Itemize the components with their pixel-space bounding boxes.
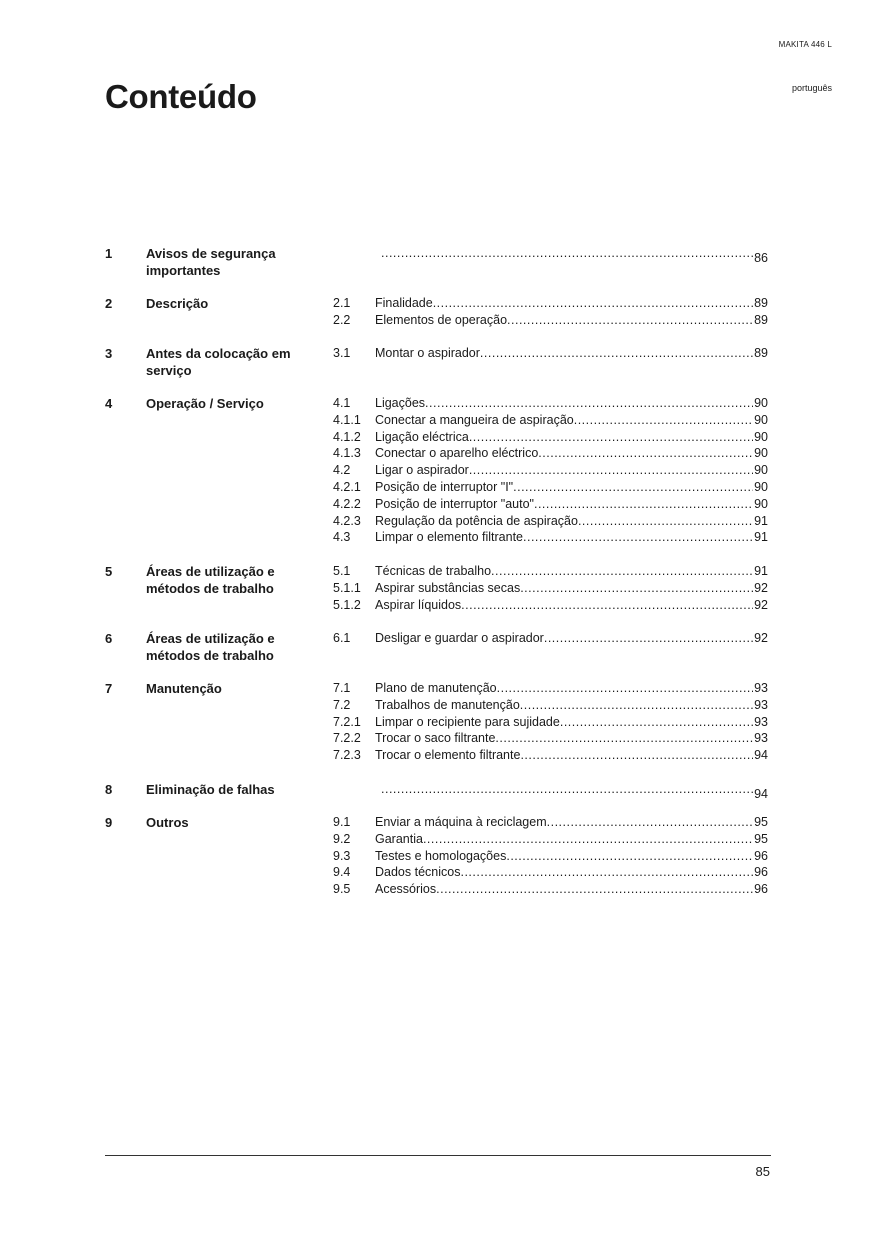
- entry-text: Regulação da potência de aspiração: [375, 513, 578, 528]
- toc-entry[interactable]: [333, 462, 768, 479]
- entry-page: 90: [754, 463, 768, 478]
- toc-section: [105, 395, 768, 563]
- toc-section: [105, 680, 768, 781]
- entry-text: Técnicas de trabalho: [375, 564, 492, 578]
- dot-leader: [547, 814, 753, 831]
- entry-number: 7.2: [333, 697, 351, 712]
- entry-text: Acessórios: [375, 882, 437, 897]
- dot-leader: [469, 429, 753, 446]
- entry-number: 2.2: [333, 312, 351, 327]
- entry-text: Trabalhos de manutenção: [375, 697, 520, 712]
- section-title: Outros: [146, 815, 189, 830]
- toc-entry[interactable]: [333, 312, 768, 329]
- entry-text: Ligações: [375, 396, 426, 410]
- entry-text: Limpar o elemento filtrante: [375, 530, 523, 545]
- dot-leader: [574, 412, 753, 429]
- entry-page: 90: [754, 479, 768, 494]
- toc-entry[interactable]: [333, 580, 768, 597]
- entry-number: 3.1: [333, 346, 351, 360]
- toc-entry[interactable]: [333, 730, 768, 747]
- entry-number: 9.5: [333, 882, 351, 897]
- entry-text: Trocar o elemento filtrante: [375, 748, 521, 763]
- entry-page: 92: [754, 580, 768, 595]
- toc-entry[interactable]: [333, 848, 768, 865]
- entry-text: Conectar a mangueira de aspiração: [375, 412, 574, 427]
- toc-entry[interactable]: [333, 881, 768, 898]
- dot-leader: [520, 580, 753, 597]
- entry-number: 4.1.1: [333, 412, 361, 427]
- entry-number: 5.1.2: [333, 597, 361, 612]
- entry-page: 95: [754, 815, 768, 829]
- entry-number: 9.4: [333, 865, 351, 880]
- entry-number: 7.2.1: [333, 714, 361, 729]
- toc-section: [105, 781, 768, 814]
- entry-number: 7.1: [333, 681, 351, 695]
- dot-leader: [425, 395, 753, 412]
- section-number: 2: [105, 296, 113, 311]
- dot-leader: [433, 295, 753, 312]
- section-number: 9: [105, 815, 113, 830]
- toc-entry[interactable]: [333, 714, 768, 731]
- dot-leader: [506, 848, 753, 865]
- toc-entry[interactable]: [333, 563, 768, 580]
- entry-page: 94: [754, 786, 768, 801]
- entry-text: Posição de interruptor "I": [375, 479, 514, 494]
- section-title: Avisos de segurança importantes: [146, 246, 276, 278]
- dot-leader: [469, 462, 753, 479]
- entry-text: Conectar o aparelho eléctrico: [375, 446, 539, 461]
- entry-text: Aspirar substâncias secas: [375, 580, 521, 595]
- section-number: 1: [105, 246, 113, 261]
- entry-text: Ligação eléctrica: [375, 429, 469, 444]
- entry-page: 90: [754, 446, 768, 461]
- entry-page: 95: [754, 831, 768, 846]
- table-of-contents: [105, 228, 768, 904]
- toc-section: [105, 563, 768, 630]
- section-number: 4: [105, 396, 113, 411]
- entry-number: 4.1.2: [333, 429, 361, 444]
- entry-page: 89: [754, 296, 768, 310]
- dot-leader: [513, 479, 753, 496]
- toc-section: [105, 630, 768, 680]
- entry-text: Limpar o recipiente para sujidade: [375, 714, 560, 729]
- toc-entry[interactable]: [333, 345, 768, 362]
- entry-number: 7.2.3: [333, 748, 361, 763]
- dot-leader: [560, 714, 753, 731]
- entry-text: Elementos de operação: [375, 312, 508, 327]
- toc-entry[interactable]: [333, 864, 768, 881]
- dot-leader: [538, 445, 753, 462]
- entry-page: 93: [754, 697, 768, 712]
- entry-page: 93: [754, 681, 768, 695]
- entry-page: 86: [754, 250, 768, 265]
- entry-number: 4.1.3: [333, 446, 361, 461]
- dot-leader: [544, 630, 753, 647]
- entry-number: 4.2.1: [333, 479, 361, 494]
- entry-page: 91: [754, 564, 768, 578]
- toc-section: [105, 245, 768, 295]
- entry-page: 90: [754, 429, 768, 444]
- entry-text: Montar o aspirador: [375, 346, 480, 360]
- toc-entry[interactable]: [333, 529, 768, 546]
- entry-page: 90: [754, 412, 768, 427]
- section-title: Áreas de utilização e métodos de trabalho: [146, 631, 275, 663]
- toc-entry[interactable]: [333, 445, 768, 462]
- dot-leader: [423, 831, 753, 848]
- entry-text: Ligar o aspirador: [375, 463, 469, 478]
- header-model-label: MAKITA 446 L: [778, 40, 832, 49]
- section-number: 8: [105, 782, 113, 797]
- entry-page: 89: [754, 312, 768, 327]
- entry-page: 89: [754, 346, 768, 360]
- entry-number: 5.1: [333, 564, 351, 578]
- entry-text: Aspirar líquidos: [375, 597, 462, 612]
- entry-number: 4.2.3: [333, 513, 361, 528]
- toc-entry[interactable]: [333, 630, 768, 647]
- toc-entry[interactable]: [333, 479, 768, 496]
- toc-section: [105, 295, 768, 345]
- toc-entry[interactable]: [333, 496, 768, 513]
- toc-entry[interactable]: [333, 295, 768, 312]
- section-number: 7: [105, 681, 113, 696]
- entry-number: 4.3: [333, 530, 351, 545]
- toc-entry[interactable]: [333, 781, 768, 801]
- section-number: 5: [105, 564, 113, 579]
- toc-entry[interactable]: [333, 513, 768, 530]
- dot-leader: [507, 312, 753, 329]
- toc-entry[interactable]: [333, 747, 768, 764]
- entry-number: 9.1: [333, 815, 351, 829]
- toc-section: [105, 814, 768, 904]
- section-title: Descrição: [146, 296, 209, 311]
- entry-text: Posição de interruptor "auto": [375, 496, 534, 511]
- section-number: 3: [105, 346, 113, 361]
- entry-page: 92: [754, 597, 768, 612]
- entry-number: 5.1.1: [333, 580, 361, 595]
- entry-page: 93: [754, 731, 768, 746]
- entry-number: 7.2.2: [333, 731, 361, 746]
- dot-leader: [520, 747, 753, 764]
- toc-entry[interactable]: [333, 680, 768, 697]
- toc-entry[interactable]: [333, 597, 768, 614]
- dot-leader: [495, 730, 753, 747]
- entry-number: 9.2: [333, 831, 351, 846]
- section-title: Eliminação de falhas: [146, 782, 275, 797]
- entry-number: 4.2: [333, 463, 351, 478]
- dot-leader: [534, 496, 753, 513]
- page-number: 85: [755, 1164, 770, 1179]
- entry-page: 91: [754, 530, 768, 545]
- section-title: Manutenção: [146, 681, 222, 696]
- entry-text: Dados técnicos: [375, 865, 461, 880]
- entry-number: 4.2.2: [333, 496, 361, 511]
- header-language-label: português: [791, 83, 832, 93]
- dot-leader: [381, 245, 753, 262]
- dot-leader: [436, 881, 753, 898]
- dot-leader: [480, 345, 753, 362]
- entry-number: 9.3: [333, 848, 351, 863]
- toc-entry[interactable]: [333, 412, 768, 429]
- entry-page: 90: [754, 496, 768, 511]
- entry-page: 96: [754, 882, 768, 897]
- entry-text: Plano de manutenção: [375, 681, 497, 695]
- entry-page: 94: [754, 748, 768, 763]
- entry-page: 93: [754, 714, 768, 729]
- entry-text: Enviar a máquina à reciclagem: [375, 815, 547, 829]
- entry-text: Garantia: [375, 831, 423, 846]
- dot-leader: [460, 864, 753, 881]
- entry-text: Desligar e guardar o aspirador: [375, 631, 544, 645]
- entry-number: 6.1: [333, 631, 351, 645]
- toc-entry[interactable]: [333, 831, 768, 848]
- entry-text: Finalidade: [375, 296, 433, 310]
- entry-page: 96: [754, 848, 768, 863]
- dot-leader: [491, 563, 753, 580]
- entry-page: 91: [754, 513, 768, 528]
- toc-entry[interactable]: [333, 245, 768, 265]
- section-title: Áreas de utilização e métodos de trabalho: [146, 564, 275, 596]
- toc-entry[interactable]: [333, 814, 768, 831]
- section-number: 6: [105, 631, 113, 646]
- entry-page: 92: [754, 631, 768, 645]
- section-title: Operação / Serviço: [146, 396, 264, 411]
- entry-page: 96: [754, 865, 768, 880]
- dot-leader: [578, 513, 753, 530]
- section-title: Antes da colocação em serviço: [146, 346, 291, 378]
- footer-divider: [105, 1155, 771, 1156]
- dot-leader: [381, 781, 753, 798]
- entry-number: 4.1: [333, 396, 351, 410]
- toc-entry[interactable]: [333, 697, 768, 714]
- page-title: Conteúdo: [105, 78, 257, 115]
- toc-section: [105, 345, 768, 395]
- entry-page: 90: [754, 396, 768, 410]
- entry-text: Trocar o saco filtrante: [375, 731, 496, 746]
- entry-text: Testes e homologações: [375, 848, 507, 863]
- dot-leader: [523, 529, 753, 546]
- dot-leader: [461, 597, 753, 614]
- toc-entry[interactable]: [333, 429, 768, 446]
- toc-entry[interactable]: [333, 395, 768, 412]
- entry-number: 2.1: [333, 296, 351, 310]
- dot-leader: [497, 680, 753, 697]
- dot-leader: [520, 697, 753, 714]
